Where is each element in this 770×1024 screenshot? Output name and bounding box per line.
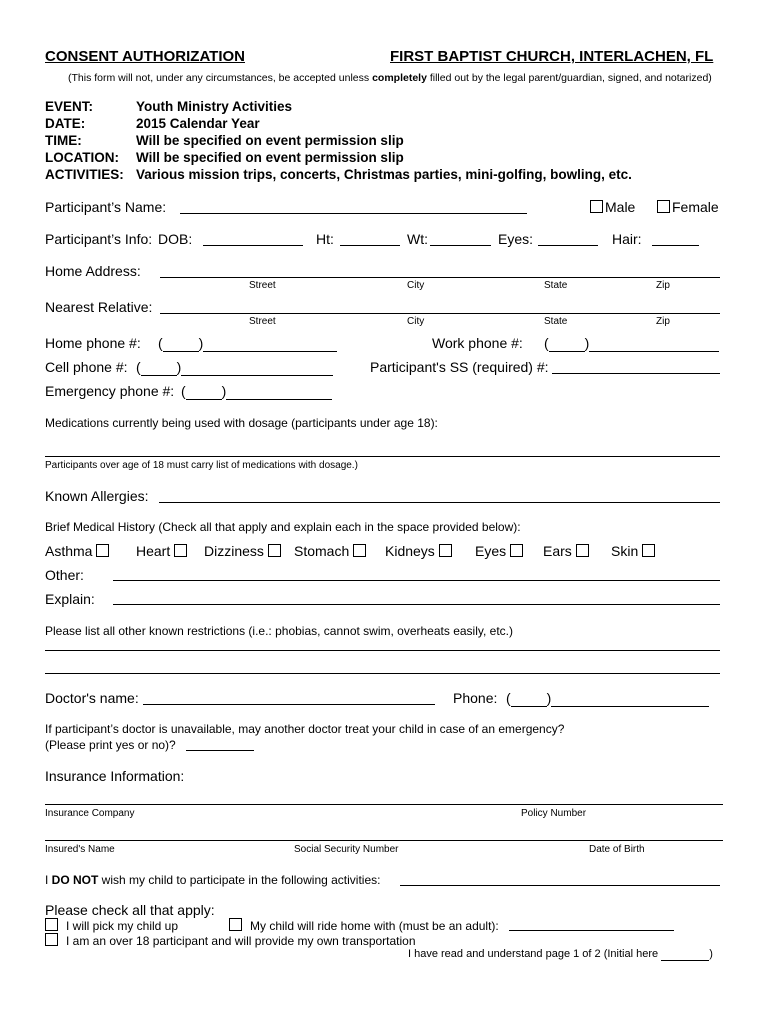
event-value: Youth Ministry Activities (136, 99, 293, 114)
own-transport-option[interactable]: I am an over 18 participant and will provide my own transportation (45, 933, 416, 948)
do-not-participate-field[interactable] (400, 885, 720, 886)
event-labels (45, 98, 124, 183)
alt-doctor-prompt: (Please print yes or no)? (45, 738, 176, 752)
nearest-relative-label: Nearest Relative: (45, 299, 153, 315)
time-label: TIME: (45, 133, 82, 148)
doctor-name-label: Doctor's name: (45, 690, 139, 706)
cell-phone-field[interactable]: ( ) (136, 359, 333, 376)
home-address-label: Home Address: (45, 263, 141, 279)
eyes-option[interactable]: Eyes (475, 543, 523, 559)
other-label: Other: (45, 567, 84, 583)
insurance-line-2[interactable] (45, 840, 723, 841)
skin-option[interactable]: Skin (611, 543, 655, 559)
pickup-checkbox[interactable] (45, 918, 58, 931)
activities-value: Various mission trips, concerts, Christmas parties, mini-golfing, bowling, etc. (136, 167, 632, 182)
work-phone-label: Work phone #: (432, 335, 523, 351)
height-field[interactable] (340, 245, 400, 246)
ss-field[interactable] (552, 373, 720, 374)
ears-option[interactable]: Ears (543, 543, 589, 559)
home-phone-label: Home phone #: (45, 335, 141, 351)
ride-home-checkbox[interactable] (229, 918, 242, 931)
doctor-name-field[interactable] (143, 704, 435, 705)
eyes-checkbox[interactable] (510, 544, 523, 557)
ride-home-option[interactable]: My child will ride home with (must be an adult): (229, 918, 499, 933)
emergency-phone-field[interactable]: ( ) (181, 383, 332, 400)
event-values (136, 98, 632, 183)
weight-label: Wt: (407, 231, 428, 247)
eyes-label: Eyes: (498, 231, 534, 247)
relative-state-caption: State (544, 316, 568, 327)
initial-here: I have read and understand page 1 of 2 (Initial here ) (408, 948, 713, 960)
medications-label: Medications currently being used with dosage (participants under age 18): (45, 416, 438, 430)
height-label: Ht: (316, 231, 334, 247)
stomach-checkbox[interactable] (353, 544, 366, 557)
participant-name-field[interactable] (180, 213, 527, 214)
asthma-checkbox[interactable] (96, 544, 109, 557)
do-not-participate-label: I DO NOT wish my child to participate in the following activities: (45, 873, 381, 887)
participant-info-label: Participant’s Info: (45, 231, 153, 247)
activities-label: ACTIVITIES: (45, 167, 124, 182)
asthma-option[interactable]: Asthma (45, 543, 109, 559)
date-value: 2015 Calendar Year (136, 116, 260, 131)
male-option[interactable]: Male (590, 199, 635, 215)
alt-doctor-field[interactable] (186, 750, 254, 751)
location-label: LOCATION: (45, 150, 119, 165)
over18-note: Participants over age of 18 must carry list of medications with dosage.) (45, 460, 358, 471)
dizziness-option[interactable]: Dizziness (204, 543, 281, 559)
heart-checkbox[interactable] (174, 544, 187, 557)
allergies-label: Known Allergies: (45, 488, 149, 504)
hair-label: Hair: (612, 231, 642, 247)
nearest-relative-field[interactable] (160, 313, 720, 314)
male-checkbox[interactable] (590, 200, 603, 213)
check-all-title: Please check all that apply: (45, 902, 215, 918)
initial-field[interactable] (661, 948, 709, 961)
explain-field[interactable] (113, 604, 720, 605)
ears-checkbox[interactable] (576, 544, 589, 557)
insurance-title: Insurance Information: (45, 768, 185, 784)
participant-name-label: Participant’s Name: (45, 199, 167, 215)
form-notice: (This form will not, under any circumstances, be accepted unless completely filled out by the legal parent/guardian, signed, and notarized) (68, 72, 712, 84)
cell-phone-label: Cell phone #: (45, 359, 128, 375)
kidneys-option[interactable]: Kidneys (385, 543, 452, 559)
heart-option[interactable]: Heart (136, 543, 187, 559)
insurance-company-caption: Insurance Company (45, 808, 135, 819)
emergency-phone-label: Emergency phone #: (45, 383, 175, 399)
dob-label: DOB: (158, 231, 193, 247)
home-state-caption: State (544, 280, 568, 291)
location-value: Will be specified on event permission slip (136, 150, 404, 165)
relative-city-caption: City (407, 316, 425, 327)
insured-dob-caption: Date of Birth (589, 844, 645, 855)
time-value: Will be specified on event permission slip (136, 133, 404, 148)
medications-field[interactable] (45, 456, 720, 457)
insured-name-caption: Insured's Name (45, 844, 115, 855)
kidneys-checkbox[interactable] (439, 544, 452, 557)
ride-home-field[interactable] (509, 930, 674, 931)
home-address-field[interactable] (160, 277, 720, 278)
eyes-field[interactable] (538, 245, 598, 246)
event-label: EVENT: (45, 99, 94, 114)
allergies-field[interactable] (159, 502, 720, 503)
pickup-option[interactable]: I will pick my child up (45, 918, 178, 933)
doctor-phone-field[interactable]: ( ) (506, 690, 709, 707)
dob-field[interactable] (203, 245, 303, 246)
alt-doctor-question: If participant’s doctor is unavailable, may another doctor treat your child in case of an emergency? (45, 722, 565, 736)
female-checkbox[interactable] (657, 200, 670, 213)
work-phone-field[interactable]: ( ) (544, 335, 719, 352)
home-phone-field[interactable]: ( ) (158, 335, 337, 352)
female-option[interactable]: Female (657, 199, 719, 215)
form-title: CONSENT AUTHORIZATION (45, 48, 245, 65)
relative-zip-caption: Zip (656, 316, 670, 327)
doctor-phone-label: Phone: (453, 690, 498, 706)
home-city-caption: City (407, 280, 425, 291)
explain-label: Explain: (45, 591, 95, 607)
restrictions-field-1[interactable] (45, 650, 720, 651)
skin-checkbox[interactable] (642, 544, 655, 557)
home-street-caption: Street (249, 280, 276, 291)
other-field[interactable] (113, 580, 720, 581)
date-label: DATE: (45, 116, 86, 131)
relative-street-caption: Street (249, 316, 276, 327)
medical-history-label: Brief Medical History (Check all that apply and explain each in the space provided below): (45, 520, 521, 534)
stomach-option[interactable]: Stomach (294, 543, 366, 559)
ss-label: Participant's SS (required) #: (370, 359, 549, 375)
hair-field[interactable] (652, 245, 699, 246)
restrictions-label: Please list all other known restrictions (i.e.: phobias, cannot swim, overheats easily, etc.) (45, 624, 513, 638)
dizziness-checkbox[interactable] (268, 544, 281, 557)
home-zip-caption: Zip (656, 280, 670, 291)
ssn-caption: Social Security Number (294, 844, 399, 855)
own-transport-checkbox[interactable] (45, 933, 58, 946)
weight-field[interactable] (430, 245, 491, 246)
insurance-line-1[interactable] (45, 804, 723, 805)
church-name: FIRST BAPTIST CHURCH, INTERLACHEN, FL (390, 48, 714, 65)
policy-number-caption: Policy Number (521, 808, 587, 819)
restrictions-field-2[interactable] (45, 673, 720, 674)
